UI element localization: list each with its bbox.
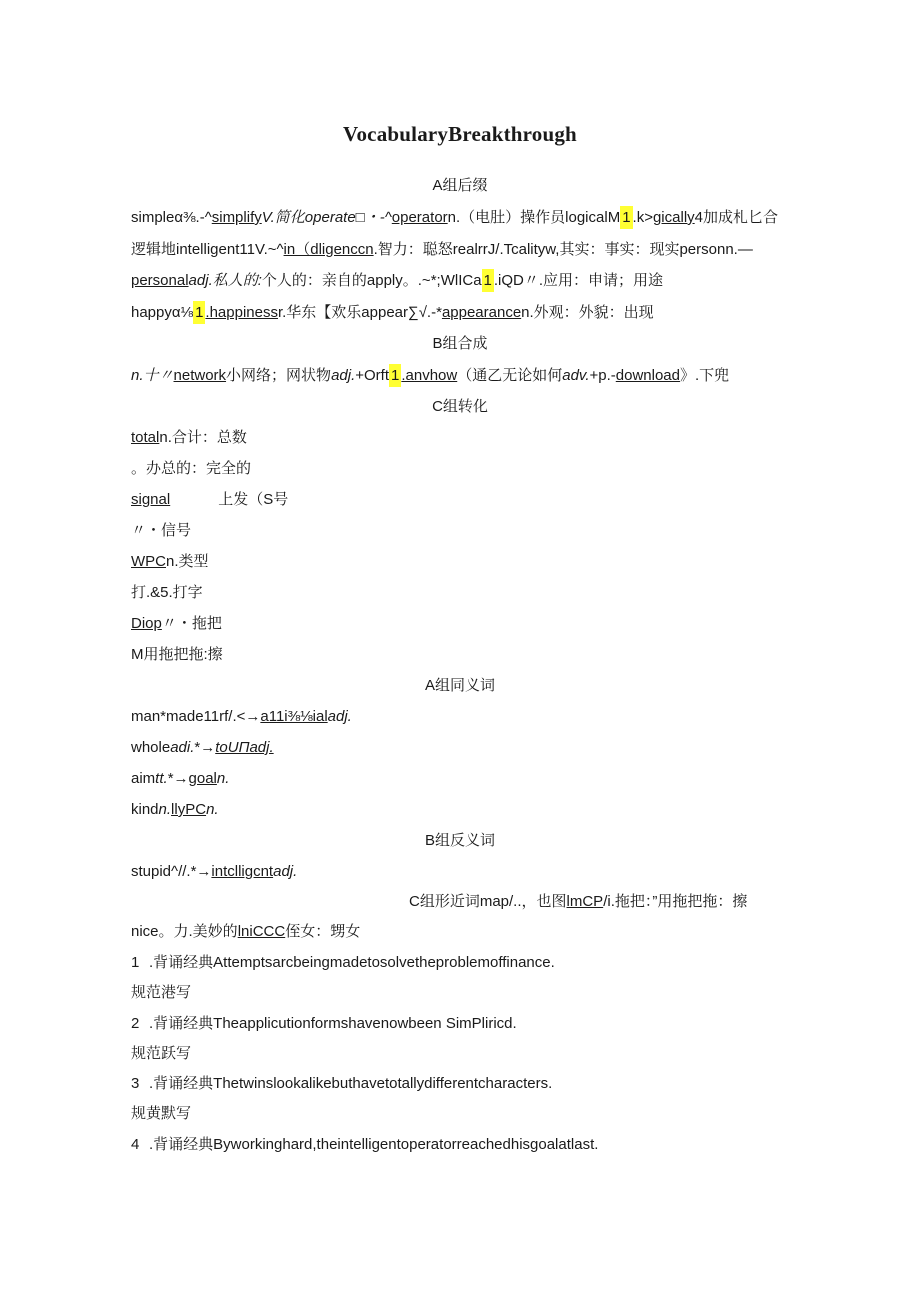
text: 小网络；网状物 [226,367,332,384]
sentence-1 [131,952,555,974]
text: adv. [562,367,590,384]
conversion-line-1 [131,427,247,449]
text: C组形近词map/..，也图 [409,893,567,910]
word-intelligence: in（dligenccn [283,241,374,258]
conversion-line-5 [131,551,209,573]
conversion-line-7 [131,613,222,635]
word-personal: personal [131,272,189,289]
sentence-number: 3 [131,1075,140,1092]
heading-a-synonyms: A组同义词 [424,677,495,694]
text: adj.私人的: [188,272,262,289]
suffix-line-4 [131,302,654,324]
text: .k> [632,209,653,226]
text: adj. [331,367,356,384]
conversion-line-4: 〃・信号 [131,522,192,539]
word-download: download [615,367,680,384]
word-network: network [173,367,227,384]
text: aim [131,770,156,787]
text: 侄女：甥女 [285,923,361,940]
sentence-text: Theapplicutionformshavenowbeen SimPliricd. [213,1015,517,1032]
page-title: VocabularyBreakthrough [343,122,577,146]
text: simpleα⅜.-^ [131,209,212,226]
text: adj. [273,863,298,880]
suffix-line-3 [131,270,663,292]
text: n. [216,770,230,787]
highlight-mark: 1 [389,364,401,387]
text: tt. [155,770,168,787]
word-anyhow: .anvhow [401,367,458,384]
sentence-2 [131,1013,517,1035]
text: adi. [170,739,195,756]
text: V.简化operate□・-^ [261,209,392,226]
word-type: WPC [131,553,166,570]
text: 》.下兜 [679,367,730,384]
sentence-text: Attemptsarcbeingmadetosolvetheproblemoffinance. [213,954,555,971]
sentence-3 [131,1073,552,1095]
text: n.合计：总数 [159,429,247,446]
word-type: llyPC [171,801,207,818]
heading-a-suffix: A组后缀 [432,177,488,194]
word-mop: Diop [131,615,162,632]
text: n.外观：外貌：出现 [521,304,654,321]
highlight-mark: 1 [620,206,632,229]
highlight-mark: 1 [482,269,494,292]
word-simplify: simplify [211,209,262,226]
sentence-number: 2 [131,1015,140,1032]
word-mop: lmCP [566,893,604,910]
word-total: toUΠadj. [215,739,274,756]
sentence-label: .背诵经典 [149,1075,214,1092]
text: kind [131,801,159,818]
text: *→ [167,770,189,787]
word-operator: operator [391,209,448,226]
heading-b-antonyms: B组反义词 [424,832,495,849]
sentence-number: 4 [131,1136,140,1153]
antonym-line-1 [131,861,297,883]
word-intelligent: intclligcnt [211,863,274,880]
text: n.（电肚）操作员logicalM [447,209,621,226]
text: man*made11rf/.<→ [131,708,261,725]
synonym-line-1 [131,706,352,728]
conversion-line-8: M用拖把拖:擦 [131,646,223,663]
text: 4加成札匕合 [694,209,778,226]
word-total: total [131,429,160,446]
sentence-label: .背诵经典 [149,1136,214,1153]
text: happyα⅛ [131,304,194,321]
word-logically: gically [652,209,695,226]
text: whole [131,739,171,756]
sentence-text: Byworkinghard,theintelligentoperatorreachedhisgoalatlast. [213,1136,599,1153]
text: 逻辑地intelligent11V.~^ [131,241,284,258]
sentence-number: 1 [131,954,140,971]
suffix-line-2 [131,239,753,261]
text: n. [158,801,172,818]
text: n. [206,801,219,818]
word-happiness: .happiness [205,304,278,321]
sentence-1-sub: 规范港写 [131,984,192,1001]
text: .iQD〃.应用：申请；用途 [493,272,664,289]
text: adj. [327,708,352,725]
text: n.类型 [166,553,209,570]
highlight-mark: 1 [193,301,205,324]
word-artificial: a11i⅜⅛ial [260,708,328,725]
text: nice。力.美妙的 [131,923,238,940]
text: stupid^//.*→ [131,863,212,880]
sentence-label: .背诵经典 [149,1015,214,1032]
text: *→ [194,739,216,756]
sentence-3-sub: 规黄默写 [131,1105,192,1122]
word-appearance: appearance [441,304,522,321]
text: 上发（S号 [218,491,289,508]
text: 〃・拖把 [161,615,222,632]
word-niece: lniCCC [237,923,286,940]
text: 个人的：亲自的apply。.~*;WlICa [261,272,482,289]
heading-c-conversion: C组转化 [432,398,488,415]
text: .智力：聪怒realrrJ/.Tcalityw,其实：事实：现实personn.— [373,241,753,258]
text: +p.- [589,367,616,384]
text: n.十〃 [131,367,174,384]
conversion-line-6: 打.&5.打字 [131,584,203,601]
text: r.华东【欢乐appear∑√.-* [277,304,442,321]
text: /i.拖把：”用拖把拖：擦 [603,893,748,910]
compound-line-1 [131,365,729,387]
heading-b-compound: B组合成 [432,335,488,352]
similar-line-2 [131,921,360,943]
sentence-2-sub: 规范跃写 [131,1045,192,1062]
synonym-line-2 [131,737,274,759]
synonym-line-3 [131,768,229,790]
conversion-line-3 [131,489,288,511]
similar-line-1 [409,891,747,913]
synonym-line-4 [131,799,219,821]
sentence-text: Thetwinslookalikebuthavetotallydifferentcharacters. [213,1075,553,1092]
text: （通乙无论如何 [457,367,563,384]
word-signal: signal [131,491,171,508]
text: +Orft [355,367,390,384]
word-goal: goal [188,770,217,787]
conversion-line-2: 。办总的：完全的 [131,460,252,477]
sentence-label: .背诵经典 [149,954,214,971]
sentence-4 [131,1134,598,1156]
suffix-line-1 [131,207,778,229]
